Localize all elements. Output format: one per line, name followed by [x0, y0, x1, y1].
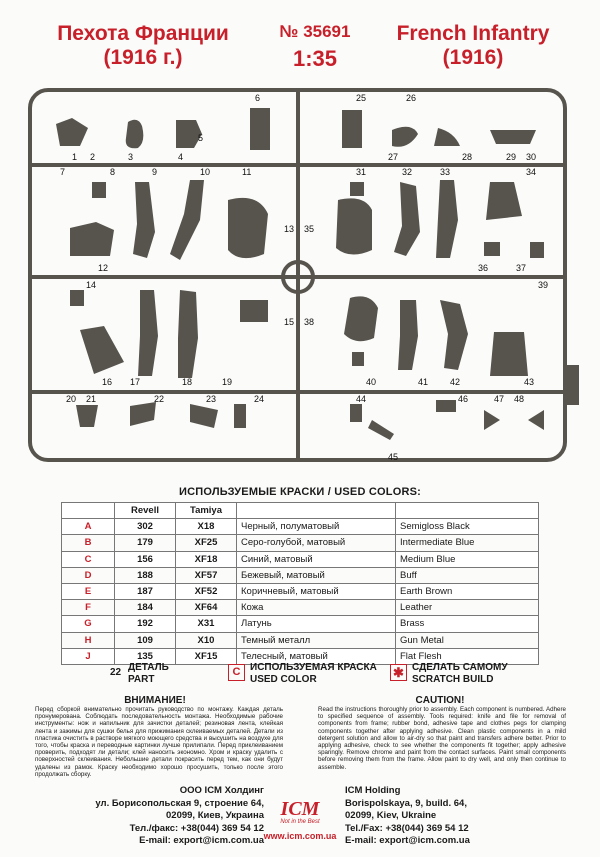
city-ru: 02099, Киев, Украина	[166, 810, 264, 821]
part-number-label: 16	[102, 377, 113, 387]
part-number-label: 48	[514, 394, 525, 404]
legend-color-label	[250, 662, 377, 686]
revell-code: 156	[115, 551, 176, 567]
color-name-ru: Серо-голубой, матовый	[237, 535, 396, 551]
part-number-label: 24	[254, 394, 265, 404]
company-en: ICM Holding	[345, 785, 401, 796]
tamiya-code: XF57	[176, 567, 237, 583]
part-shape	[344, 296, 378, 341]
tamiya-code: XF15	[176, 648, 237, 664]
tamiya-code: XF18	[176, 551, 237, 567]
part-number-label: 41	[418, 377, 429, 387]
part-number-label: 12	[98, 263, 109, 273]
part-number-label: 44	[356, 394, 367, 404]
color-name-ru: Телесный, матовый	[237, 648, 396, 664]
part-number-label: 32	[402, 167, 413, 177]
part-shape	[138, 290, 158, 376]
sprue-tab	[565, 365, 579, 405]
legend-scratch-ru: СДЕЛАТЬ САМОМУ	[412, 662, 508, 673]
paint-table-header	[62, 503, 539, 519]
paint-letter: D	[62, 567, 115, 583]
paint-row	[62, 583, 539, 599]
part-number-label: 20	[66, 394, 77, 404]
part-number-label: 18	[182, 377, 193, 387]
paint-letter: F	[62, 600, 115, 616]
part-number-label: 25	[356, 93, 367, 103]
part-number-label: 22	[154, 394, 165, 404]
color-name-ru: Темный металл	[237, 632, 396, 648]
part-number-label: 14	[86, 280, 97, 290]
part-shape	[392, 127, 418, 147]
part-number-label: 30	[526, 152, 537, 162]
legend-part-en: PART	[128, 674, 155, 685]
paint-row	[62, 616, 539, 632]
part-shape	[530, 242, 544, 258]
part-shape	[92, 182, 106, 198]
title-ru-year: (1916 г.)	[103, 46, 183, 69]
part-number-label: 8	[110, 167, 116, 177]
part-number-label: 17	[130, 377, 141, 387]
scratch-build-icon: ✱	[390, 664, 407, 681]
part-number-label: 5	[198, 133, 204, 143]
part-number-label: 27	[388, 152, 399, 162]
part-number-label: 36	[478, 263, 489, 273]
warning-heading-ru: ВНИМАНИЕ!	[124, 695, 186, 706]
part-shape	[56, 118, 88, 146]
part-shape	[352, 352, 364, 366]
scale: 1:35	[292, 46, 338, 71]
legend-color-ru: ИСПОЛЬЗУЕМАЯ КРАСКА	[250, 662, 377, 673]
color-name-ru: Бежевый, матовый	[237, 567, 396, 583]
revell-code: 179	[115, 535, 176, 551]
email-en: E-mail: export@icm.com.ua	[345, 835, 470, 846]
color-name-en: Earth Brown	[396, 583, 539, 599]
tamiya-code: X10	[176, 632, 237, 648]
part-number-label: 13	[284, 224, 295, 234]
paint-row	[62, 551, 539, 567]
paint-table	[61, 502, 539, 665]
revell-code: 302	[115, 519, 176, 535]
part-number-label: 37	[516, 263, 527, 273]
part-number-label: 15	[284, 317, 295, 327]
part-shape	[336, 198, 372, 254]
color-name-en: Leather	[396, 600, 539, 616]
color-name-ru: Латунь	[237, 616, 396, 632]
color-name-en: Brass	[396, 616, 539, 632]
paint-letter: G	[62, 616, 115, 632]
col-letter	[62, 503, 115, 519]
part-shape	[484, 242, 500, 256]
logo-text: ICM	[280, 798, 320, 820]
revell-code: 109	[115, 632, 176, 648]
col-ru	[237, 503, 396, 519]
tamiya-code: XF25	[176, 535, 237, 551]
paint-letter: E	[62, 583, 115, 599]
part-shape	[76, 405, 98, 427]
paint-letter: J	[62, 648, 115, 664]
part-shape	[434, 128, 460, 146]
logo-slogan: Not in the Best	[280, 819, 320, 825]
legend-part-ru: ДЕТАЛЬ	[128, 662, 169, 673]
part-shape	[240, 300, 268, 322]
kit-number: № 35691	[279, 22, 351, 41]
legend-part-number: 22	[110, 667, 122, 678]
part-number-label: 33	[440, 167, 451, 177]
used-colors-title: ИСПОЛЬЗУЕМЫЕ КРАСКИ / USED COLORS:	[179, 486, 421, 498]
part-shape	[486, 182, 522, 220]
warning-body-en: Read the instructions thoroughly prior to assembly. Each component is numbered. Adhere to specified sequence of assembly. Tools required: knife and file for removal of components from frame; rubber bond, adhesive tape and clothes pegs for clamping components together after applying adhesive. Clean plastic components in a mild detergent solution and allow to air-dry so that paint and transfers adhere better. Prior to applying adhesive, check to see whether the components fit together; apply adhesive sparingly. Remove chrome and paint from the contact surfaces. Paint small components before removing them from the frame. Allow paint to dry well, and only then continue to assemble.	[318, 706, 566, 771]
revell-code: 192	[115, 616, 176, 632]
phone-en: Tel./Fax: +38(044) 369 54 12	[345, 822, 469, 834]
color-name-ru: Синий, матовый	[237, 551, 396, 567]
warning-heading-en: CAUTION!	[415, 695, 465, 706]
part-number-label: 28	[462, 152, 473, 162]
paint-row	[62, 519, 539, 535]
color-name-en: Intermediate Blue	[396, 535, 539, 551]
revell-code: 188	[115, 567, 176, 583]
part-number-label: 29	[506, 152, 517, 162]
paint-row	[62, 600, 539, 616]
part-number-label: 39	[538, 280, 549, 290]
address-ru	[70, 785, 264, 848]
part-shape	[234, 404, 246, 428]
part-shape	[342, 110, 362, 148]
city-en: 02099, Kiev, Ukraine	[345, 810, 437, 821]
part-shape	[228, 198, 268, 258]
part-shape	[350, 404, 362, 422]
website-link[interactable]: www.icm.com.ua	[263, 831, 337, 841]
address-en	[345, 785, 545, 848]
tamiya-code: X18	[176, 519, 237, 535]
part-number-label: 1	[72, 152, 78, 162]
paint-row	[62, 567, 539, 583]
tamiya-code: XF64	[176, 600, 237, 616]
part-number-label: 34	[526, 167, 537, 177]
part-shape	[368, 420, 394, 440]
part-number-label: 38	[304, 317, 315, 327]
part-number-label: 26	[406, 93, 417, 103]
part-shape	[398, 300, 418, 370]
col-tamiya: Tamiya	[176, 503, 237, 519]
part-shape	[484, 410, 500, 430]
part-number-label: 42	[450, 377, 461, 387]
part-shape	[70, 222, 114, 256]
revell-code: 184	[115, 600, 176, 616]
color-name-ru: Коричневый, матовый	[237, 583, 396, 599]
part-number-label: 10	[200, 167, 211, 177]
part-shape	[436, 180, 458, 258]
part-shape	[178, 290, 198, 378]
part-number-label: 7	[60, 167, 66, 177]
paint-letter: H	[62, 632, 115, 648]
part-number-label: 9	[152, 167, 158, 177]
color-name-en: Semigloss Black	[396, 519, 539, 535]
part-shape	[133, 182, 155, 258]
part-number-label: 3	[128, 152, 134, 162]
part-shape	[250, 108, 270, 150]
legend	[0, 662, 600, 688]
part-shape	[130, 402, 156, 426]
part-number-label: 45	[388, 452, 399, 462]
part-number-label: 2	[90, 152, 96, 162]
part-shape	[70, 290, 84, 306]
part-number-label: 31	[356, 167, 367, 177]
part-number-label: 4	[178, 152, 184, 162]
part-shape	[350, 182, 364, 196]
part-shape	[528, 410, 544, 430]
title-en-year: (1916)	[442, 46, 504, 69]
email-ru: E-mail: export@icm.com.ua	[139, 835, 264, 846]
paint-row	[62, 535, 539, 551]
legend-scratch-en: SCRATCH BUILD	[412, 674, 494, 685]
legend-part-label	[128, 662, 169, 686]
part-shape	[394, 182, 420, 256]
tamiya-code: X31	[176, 616, 237, 632]
part-number-label: 11	[242, 167, 252, 177]
part-number-label: 47	[494, 394, 505, 404]
color-name-ru: Кожа	[237, 600, 396, 616]
part-shape	[490, 332, 528, 376]
part-shape	[440, 300, 468, 370]
color-name-en: Medium Blue	[396, 551, 539, 567]
color-symbol-icon: C	[228, 664, 245, 681]
warning-body-ru: Перед сборкой внимательно прочитать руководство по монтажу. Каждая деталь пронумерована. Соблюдать последовательность монтажа. Необходимые рабочие инструменты: нож и напильник для зачистки деталей; резиновая лента, клейкая лента и зажимы для сушки белья для прижимания склеиваемых деталей. Детали из пластика очистить в растворе мягкого моющего средства и высушить на воздухе для того, чтобы краска и переводные картинки лучше прилипали. Перед приклеиванием проверить, подходят ли детали; клей наносить экономно. Хром и краску удалить с поверхностей склеивания. Небольшие детали покрасить перед тем, как они будут удалены из рамок. Краску необходимо хорошо просушить, только после этого продолжать сборку.	[35, 706, 283, 778]
street-en: Borispolskaya, 9, build. 64,	[345, 797, 467, 809]
company-ru: ООО ICM Холдинг	[179, 785, 264, 796]
part-shape	[190, 404, 218, 428]
color-name-en: Buff	[396, 567, 539, 583]
legend-scratch-label	[412, 662, 508, 686]
part-shape	[126, 120, 144, 149]
paint-row	[62, 632, 539, 648]
tamiya-code: XF52	[176, 583, 237, 599]
part-number-label: 21	[86, 394, 97, 404]
part-number-label: 40	[366, 377, 377, 387]
color-name-ru: Черный, полуматовый	[237, 519, 396, 535]
title-ru: Пехота Франции	[57, 22, 229, 45]
part-shape	[80, 326, 124, 374]
part-shape	[170, 180, 204, 260]
part-shape	[490, 130, 536, 144]
col-revell: Revell	[115, 503, 176, 519]
part-number-label: 6	[255, 93, 261, 103]
part-number-label: 35	[304, 224, 315, 234]
paint-letter: A	[62, 519, 115, 535]
part-shape	[436, 400, 456, 412]
revell-code: 135	[115, 648, 176, 664]
color-name-en: Flat Flesh	[396, 648, 539, 664]
part-number-label: 19	[222, 377, 233, 387]
title-en: French Infantry	[396, 22, 550, 45]
part-number-label: 23	[206, 394, 217, 404]
street-ru: ул. Борисопольская 9, строение 64,	[95, 797, 264, 809]
paint-letter: B	[62, 535, 115, 551]
part-number-label: 46	[458, 394, 469, 404]
legend-color-en: USED COLOR	[250, 674, 317, 685]
revell-code: 187	[115, 583, 176, 599]
phone-ru: Тел./факс: +38(044) 369 54 12	[129, 822, 264, 834]
paint-letter: C	[62, 551, 115, 567]
part-number-label: 43	[524, 377, 535, 387]
col-en	[396, 503, 539, 519]
color-name-en: Gun Metal	[396, 632, 539, 648]
